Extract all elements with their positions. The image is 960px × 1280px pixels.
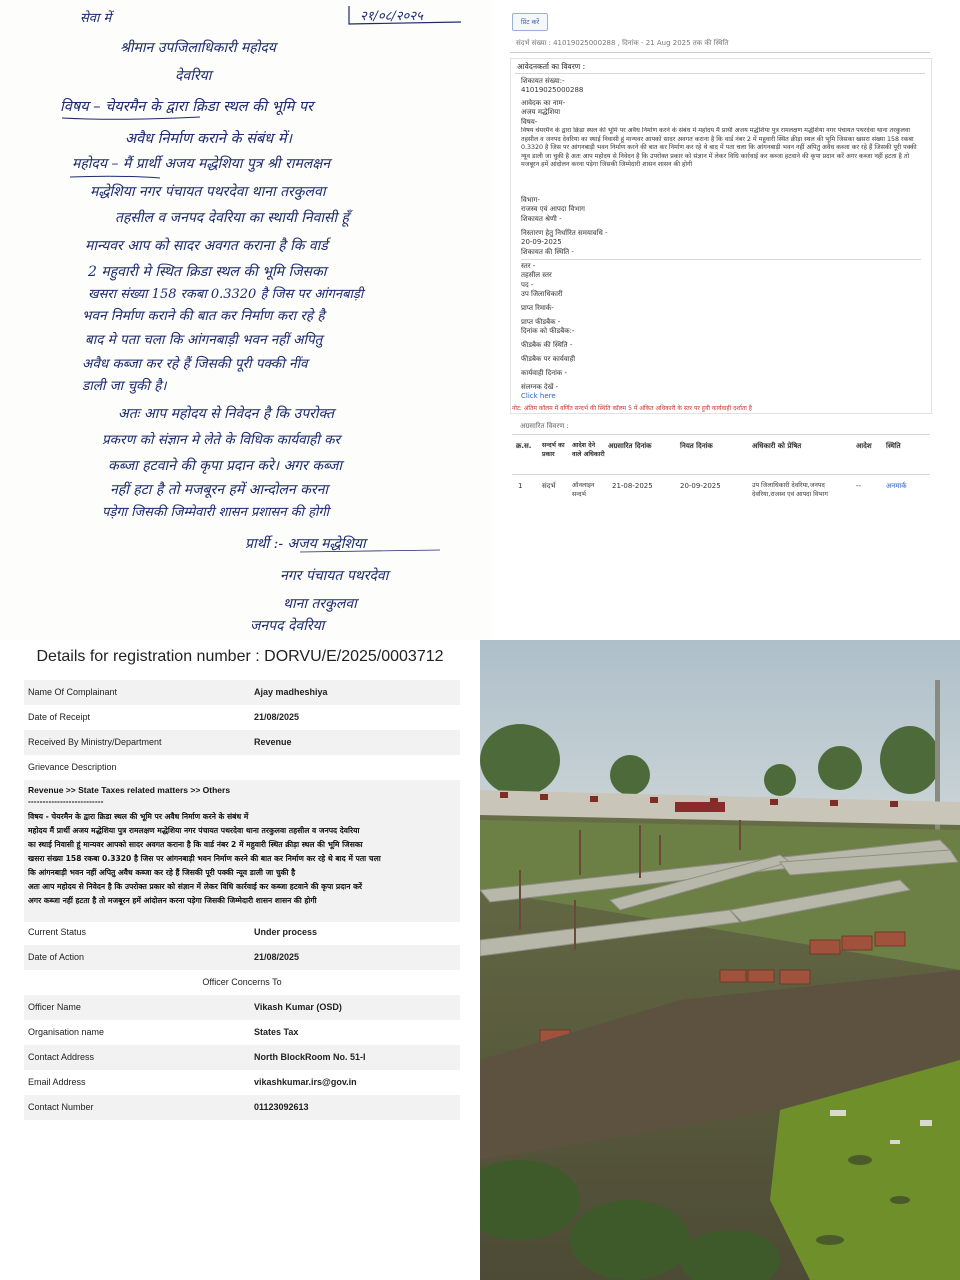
row-value: North BlockRoom No. 51-I: [254, 1052, 366, 1062]
row-key: Officer Name: [28, 1002, 81, 1012]
attachment-link[interactable]: Click here: [521, 392, 556, 400]
letter-line-20: प्रार्थी :- अजय मद्धेशिया: [245, 536, 366, 552]
letter-line-9: 2 महुवारी मे स्थित क्रिडा स्थल की भूमि जिसका: [88, 264, 327, 280]
description-line-3: खसरा संख्या 158 रकबा 0.3320 है जिस पर आंगनबाड़ी भवन निर्माण करने की बात कर निर्माण कर रहे थे बाद में पता चला: [28, 854, 381, 863]
grievance-category: Revenue >> State Taxes related matters >> Others: [28, 785, 231, 795]
table-header-order: आदेश: [856, 442, 872, 450]
cell-forward-date: 21-08-2025: [612, 482, 653, 490]
underline-decoration: [0, 0, 492, 640]
field-value-department: राजस्व एवं आपदा विभाग: [521, 205, 585, 213]
field-value-deadline: 20-09-2025: [521, 238, 562, 246]
field-label-feedback: प्राप्त फीडबैक -: [521, 318, 561, 326]
field-label-subject: विषय-: [521, 118, 538, 126]
field-label-level: स्तर -: [521, 262, 536, 270]
row-value: 21/08/2025: [254, 712, 300, 722]
status-header-strip: [510, 36, 930, 53]
field-label-category: शिकायत श्रेणी -: [521, 215, 562, 223]
row-date-of-action: [24, 945, 460, 970]
cell-status-link[interactable]: अनमार्क: [886, 482, 907, 490]
field-label-attachment: संलग्नक देखें -: [521, 383, 559, 391]
handwritten-letter: [0, 0, 492, 640]
row-key: Date of Action: [28, 952, 85, 962]
table-header-ordering-officer: आदेश देने वाले अधिकारी: [572, 442, 605, 458]
status-header: संदर्भ संख्या : 41019025000288 , दिनांक - 21 Aug 2025 तक की स्थिति: [516, 39, 729, 47]
letter-line-23: जनपद देवरिया: [250, 618, 325, 634]
description-line-6: अगर कब्जा नहीं हटता है तो मजबूरन हमें आंदोलन करना पड़ेगा जिसकी जिम्मेदारी शासन शासन की होगी: [28, 896, 317, 905]
cell-sent-to: उप जिलाधिकारी देवरिया,जनपद देवरिया,राजस्व एवं आपदा विभाग: [752, 482, 828, 498]
status-note: नोट: अंतिम कॉलम में वर्णित सन्दर्भ की स्थिति कॉलम 5 में अंकित अधिकारी के स्तर पर हुयी कार्यवाही दर्शाता है: [512, 405, 752, 412]
table-header-due-date: नियत दिनांक: [680, 442, 713, 450]
field-label-post: पद -: [521, 281, 534, 289]
row-value: States Tax: [254, 1027, 299, 1037]
letter-line-4: अवैध निर्माण कराने के संबंध में।: [125, 131, 292, 147]
letter-line-8: मान्यवर आप को सादर अवगत कराना है कि वार्ड: [85, 238, 328, 254]
row-key: Organisation name: [28, 1027, 105, 1037]
letter-line-7: तहसील व जनपद देवरिया का स्थायी निवासी हूँ: [115, 210, 349, 226]
field-label-feedback-action: फीडबैक पर कार्यवाही: [521, 355, 576, 363]
forward-table-title: अग्रसारित विवरण :: [520, 422, 569, 430]
site-photo-illustration: [480, 640, 960, 1280]
grievance-separator: --------------------------: [28, 798, 104, 806]
letter-line-22: थाना तरकुलवा: [283, 596, 357, 612]
field-label-deadline: निस्तारण हेतु निर्धारित समयावधि -: [521, 229, 608, 237]
row-email: [24, 1070, 460, 1095]
field-value-applicant-name: अजय मद्धेशिया: [521, 108, 561, 116]
field-label-department: विभाग-: [521, 196, 540, 204]
letter-line-17: कब्जा हटवाने की कृपा प्रदान करे। अगर कब्जा: [108, 458, 342, 474]
letter-date: २१/०८/२०२५: [360, 9, 423, 24]
letter-line-0: सेवा में: [80, 11, 112, 26]
field-value-post: उप जिलाधिकारी: [521, 290, 563, 298]
construction-site-photo: [480, 640, 960, 1280]
letter-line-18: नहीं हटा है तो मजबूरन हमें आन्दोलन करना: [110, 482, 329, 498]
cell-sno: 1: [518, 482, 523, 490]
row-key: Contact Number: [28, 1102, 94, 1112]
applicant-details-panel: [510, 58, 932, 414]
row-contact-address: [24, 1045, 460, 1070]
field-label-feedback-date: दिनांक को फीडबैक:-: [521, 327, 575, 335]
cell-ordering-officer: ऑनलाइन सन्दर्भ: [572, 482, 595, 498]
field-label-applicant-name: आवेदक का नाम-: [521, 99, 566, 107]
complaint-status-screenshot: [500, 0, 960, 520]
description-line-2: का स्थाई निवासी हूं मान्यवर आपको सादर अवगत कराना है कि वार्ड नंबर 2 में महुवारी स्थित क्रीड़ा स्थल की भूमि जिसका: [28, 840, 363, 849]
row-grievance-description: [24, 755, 460, 780]
letter-line-3: विषय – चेयरमैन के द्वारा क्रिडा स्थल की भूमि पर: [60, 99, 314, 115]
field-value-subject: विषय चेयरमैन के द्वारा क्रिडा स्थल की भूमि पर अवैध निर्माण करने के संबंध में महोदय मैं प्रार्थी अजय मद्धेशिया पुत्र रामलक्षण मद्धेशिया नगर पंचायत पथरदेवा थाना तरकुलवा तहसील व जनपद देवरिया का स्थाई निवासी हूं मान्यवर आपको सादर अवगत कराना है कि वार्ड नंबर 2 में महुवारी स्थित क्रीड़ा स्थल की भूमि जिसका खसरा संख्या 158 रकबा 0.3320 है जिस पर आंगनबाड़ी भवन निर्माण करने की बात कर निर्माण कर रहे थे बाद में पता चला कि आंगनबाड़ी भवन नहीं अपितु अवैध कब्जा कर रहे हैं जिसकी पूरी पक्की न्यूव डाली जा चुकी है अतः आप महोदय से निवेदन है कि उपरोक्त प्रकार को संज्ञान में लेकर विधि कार्रवाई कर कब्जा हटवाने की कृपा प्रदान करें अगर कब्जा नहीं हटता है तो मजबूरन हमें आंदोलन करना पड़ेगा जिसकी जिम्मेदारी शासन शासन की होगी: [521, 127, 917, 169]
table-header-sent-to: अधिकारी को प्रेषित: [752, 442, 802, 450]
row-received-by: [24, 730, 460, 755]
row-current-status: [24, 920, 460, 945]
description-line-4: कि आंगनबाड़ी भवन नहीं अपितु अवैध कब्जा कर रहे हैं जिसकी पूरी पक्की न्यूव डाली जा चुकी है: [28, 868, 296, 877]
field-value-complaint-number: 41019025000288: [521, 86, 584, 94]
section-title: आवेदनकर्ता का विवरण :: [517, 62, 586, 71]
row-value: Vikash Kumar (OSD): [254, 1002, 342, 1012]
row-value: 01123092613: [254, 1102, 309, 1112]
field-label-action-date: कार्यवाही दिनांक -: [521, 369, 568, 377]
row-value: Under process: [254, 927, 318, 937]
row-date-of-receipt: [24, 705, 460, 730]
print-button[interactable]: प्रिंट करें: [512, 13, 548, 31]
field-label-complaint-status: शिकायत की स्थिति -: [521, 248, 574, 256]
letter-line-13: अवैध कब्जा कर रहे हैं जिसकी पूरी पक्की नींव: [82, 356, 308, 372]
row-value: 21/08/2025: [254, 952, 300, 962]
row-contact-number: [24, 1095, 460, 1120]
cell-order: --: [856, 482, 862, 490]
row-key: Current Status: [28, 927, 87, 937]
grievance-description-block: [24, 780, 460, 922]
field-label-feedback-status: फीडबैक की स्थिति -: [521, 341, 573, 349]
row-key: Date of Receipt: [28, 712, 91, 722]
table-header-forward-date: अग्रसारित दिनांक: [608, 442, 652, 450]
description-line-1: महोदय मैं प्रार्थी अजय मद्धेशिया पुत्र रामलक्षण मद्धेशिया नगर पंचायत पथरदेवा थाना तरकुलवा तहसील व जनपद देवरिया: [28, 826, 360, 835]
letter-line-2: देवरिया: [175, 68, 212, 84]
letter-line-14: डाली जा चुकी है।: [82, 378, 167, 394]
cell-type: संदर्भ: [542, 482, 556, 490]
table-header-sno: क्र.स.: [516, 442, 532, 450]
row-key: Received By Ministry/Department: [28, 737, 162, 747]
field-label-complaint-number: शिकायत संख्या:-: [521, 77, 565, 85]
description-line-0: विषय - चेयरमैन के द्वारा क्रिडा स्थल की भूमि पर अवैध निर्माण करने के संबंध में: [28, 812, 249, 821]
field-value-level: तहसील स्तर: [521, 271, 552, 279]
description-line-5: अतः आप महोदय से निवेदन है कि उपरोक्त प्रकार को संज्ञान में लेकर विधि कार्रवाई कर कब्जा हटवाने की कृपा प्रदान करें: [28, 882, 363, 891]
row-officer-name: [24, 995, 460, 1020]
registration-title: Details for registration number : DORVU/E/2025/0003712: [36, 648, 444, 665]
letter-line-16: प्रकरण को संज्ञान मे लेते के विधिक कार्यवाही कर: [102, 432, 341, 448]
table-header-type: सन्दर्भ का प्रकार: [542, 442, 565, 458]
row-key: Grievance Description: [28, 762, 117, 772]
letter-line-19: पड़ेगा जिसकी जिम्मेवारी शासन प्रशासन की होगी: [102, 505, 330, 520]
officer-heading-text: Officer Concerns To: [202, 977, 282, 987]
letter-line-5: महोदय – मैं प्रार्थी अजय मद्धेशिया पुत्र श्री रामलक्षन: [72, 156, 331, 172]
letter-line-6: मद्धेशिया नगर पंचायत पथरदेवा थाना तरकुलवा: [90, 184, 326, 200]
letter-line-15: अतः आप महोदय से निवेदन है कि उपरोक्त: [118, 406, 335, 422]
row-value: Revenue: [254, 737, 292, 747]
letter-line-12: बाद मे पता चला कि आंगनबाड़ी भवन नहीं अपितु: [85, 332, 323, 348]
row-complainant-name: [24, 680, 460, 705]
row-key: Contact Address: [28, 1052, 95, 1062]
registration-details: [0, 640, 480, 1280]
row-key: Name Of Complainant: [28, 687, 118, 697]
letter-line-21: नगर पंचायत पथरदेवा: [280, 568, 389, 584]
row-value: Ajay madheshiya: [254, 687, 328, 697]
row-key: Email Address: [28, 1077, 86, 1087]
row-organisation: [24, 1020, 460, 1045]
cell-due-date: 20-09-2025: [680, 482, 721, 490]
officer-heading: [24, 970, 460, 995]
letter-line-1: श्रीमान उपजिलाधिकारी महोदय: [120, 40, 276, 56]
letter-line-10: खसरा संख्या 158 रकबा 0.3320 है जिस पर आंगनबाड़ी: [88, 287, 364, 302]
letter-line-11: भवन निर्माण कराने की बात कर निर्माण करा रहे है: [82, 308, 325, 324]
forward-table: [512, 438, 930, 518]
field-label-remark: प्राप्त रिमार्क-: [521, 304, 554, 312]
table-header-status: स्थिति: [886, 442, 901, 450]
row-value: vikashkumar.irs@gov.in: [254, 1077, 357, 1087]
